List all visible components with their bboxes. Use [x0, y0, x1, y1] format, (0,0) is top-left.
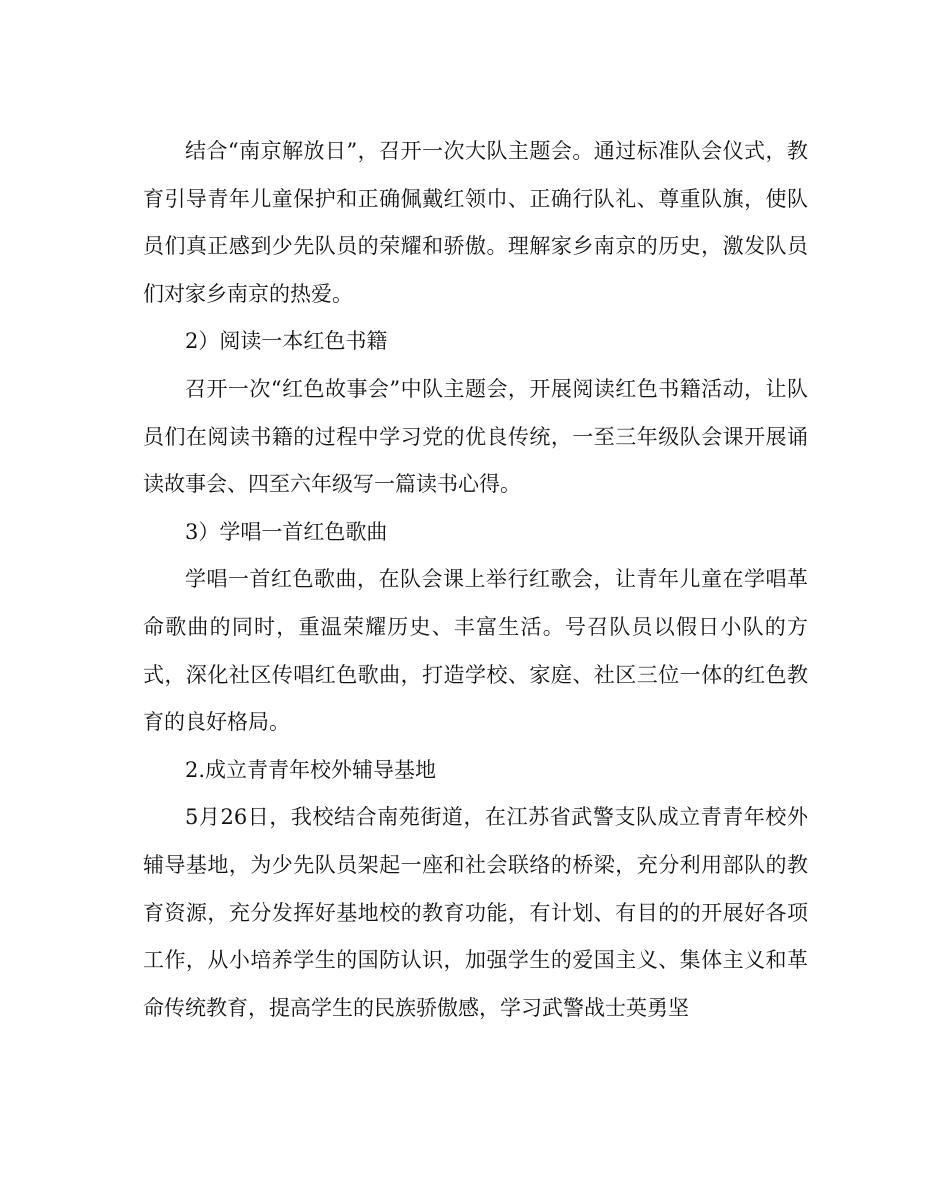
document-body: [143, 128, 808, 1032]
paragraph-tutoring-base-details: 5月26日，我校结合南苑街道，在江苏省武警支队成立青青年校外辅导基地，为少先队员架起一座和社会联络的桥梁，充分利用部队的教育资源，充分发挥好基地校的教育功能，有计划、有目的的开展好各项工作，从小培养学生的国防认识，加强学生的爱国主义、集体主义和革命传统教育，提高学生的民族骄傲感，学习武警战士英勇坚: [143, 805, 808, 1020]
paragraph-nanjing-liberation-day: 结合“南京解放日”，召开一次大队主题会。通过标准队会仪式，教育引导青年儿童保护和正确佩戴红领巾、正确行队礼、尊重队旗，使队员们真正感到少先队员的荣耀和骄傲。理解家乡南京的历史，激发队员们对家乡南京的热爱。: [143, 139, 808, 306]
heading-read-red-book: 2）阅读一本红色书籍: [185, 329, 388, 354]
paragraph-red-song-meeting: 学唱一首红色歌曲，在队会课上举行红歌会，让青年儿童在学唱革命歌曲的同时，重温荣耀历史、丰富生活。号召队员以假日小队的方式，深化社区传唱红色歌曲，打造学校、家庭、社区三位一体的红色教育的良好格局。: [143, 567, 808, 735]
paragraph-red-story-meeting: 召开一次“红色故事会”中队主题会，开展阅读红色书籍活动，让队员们在阅读书籍的过程中学习党的优良传统，一至三年级队会课开展诵读故事会、四至六年级写一篇读书心得。: [143, 376, 808, 497]
heading-youth-tutoring-base: 2.成立青青年校外辅导基地: [185, 757, 437, 782]
heading-learn-red-song: 3）学唱一首红色歌曲: [185, 519, 388, 544]
